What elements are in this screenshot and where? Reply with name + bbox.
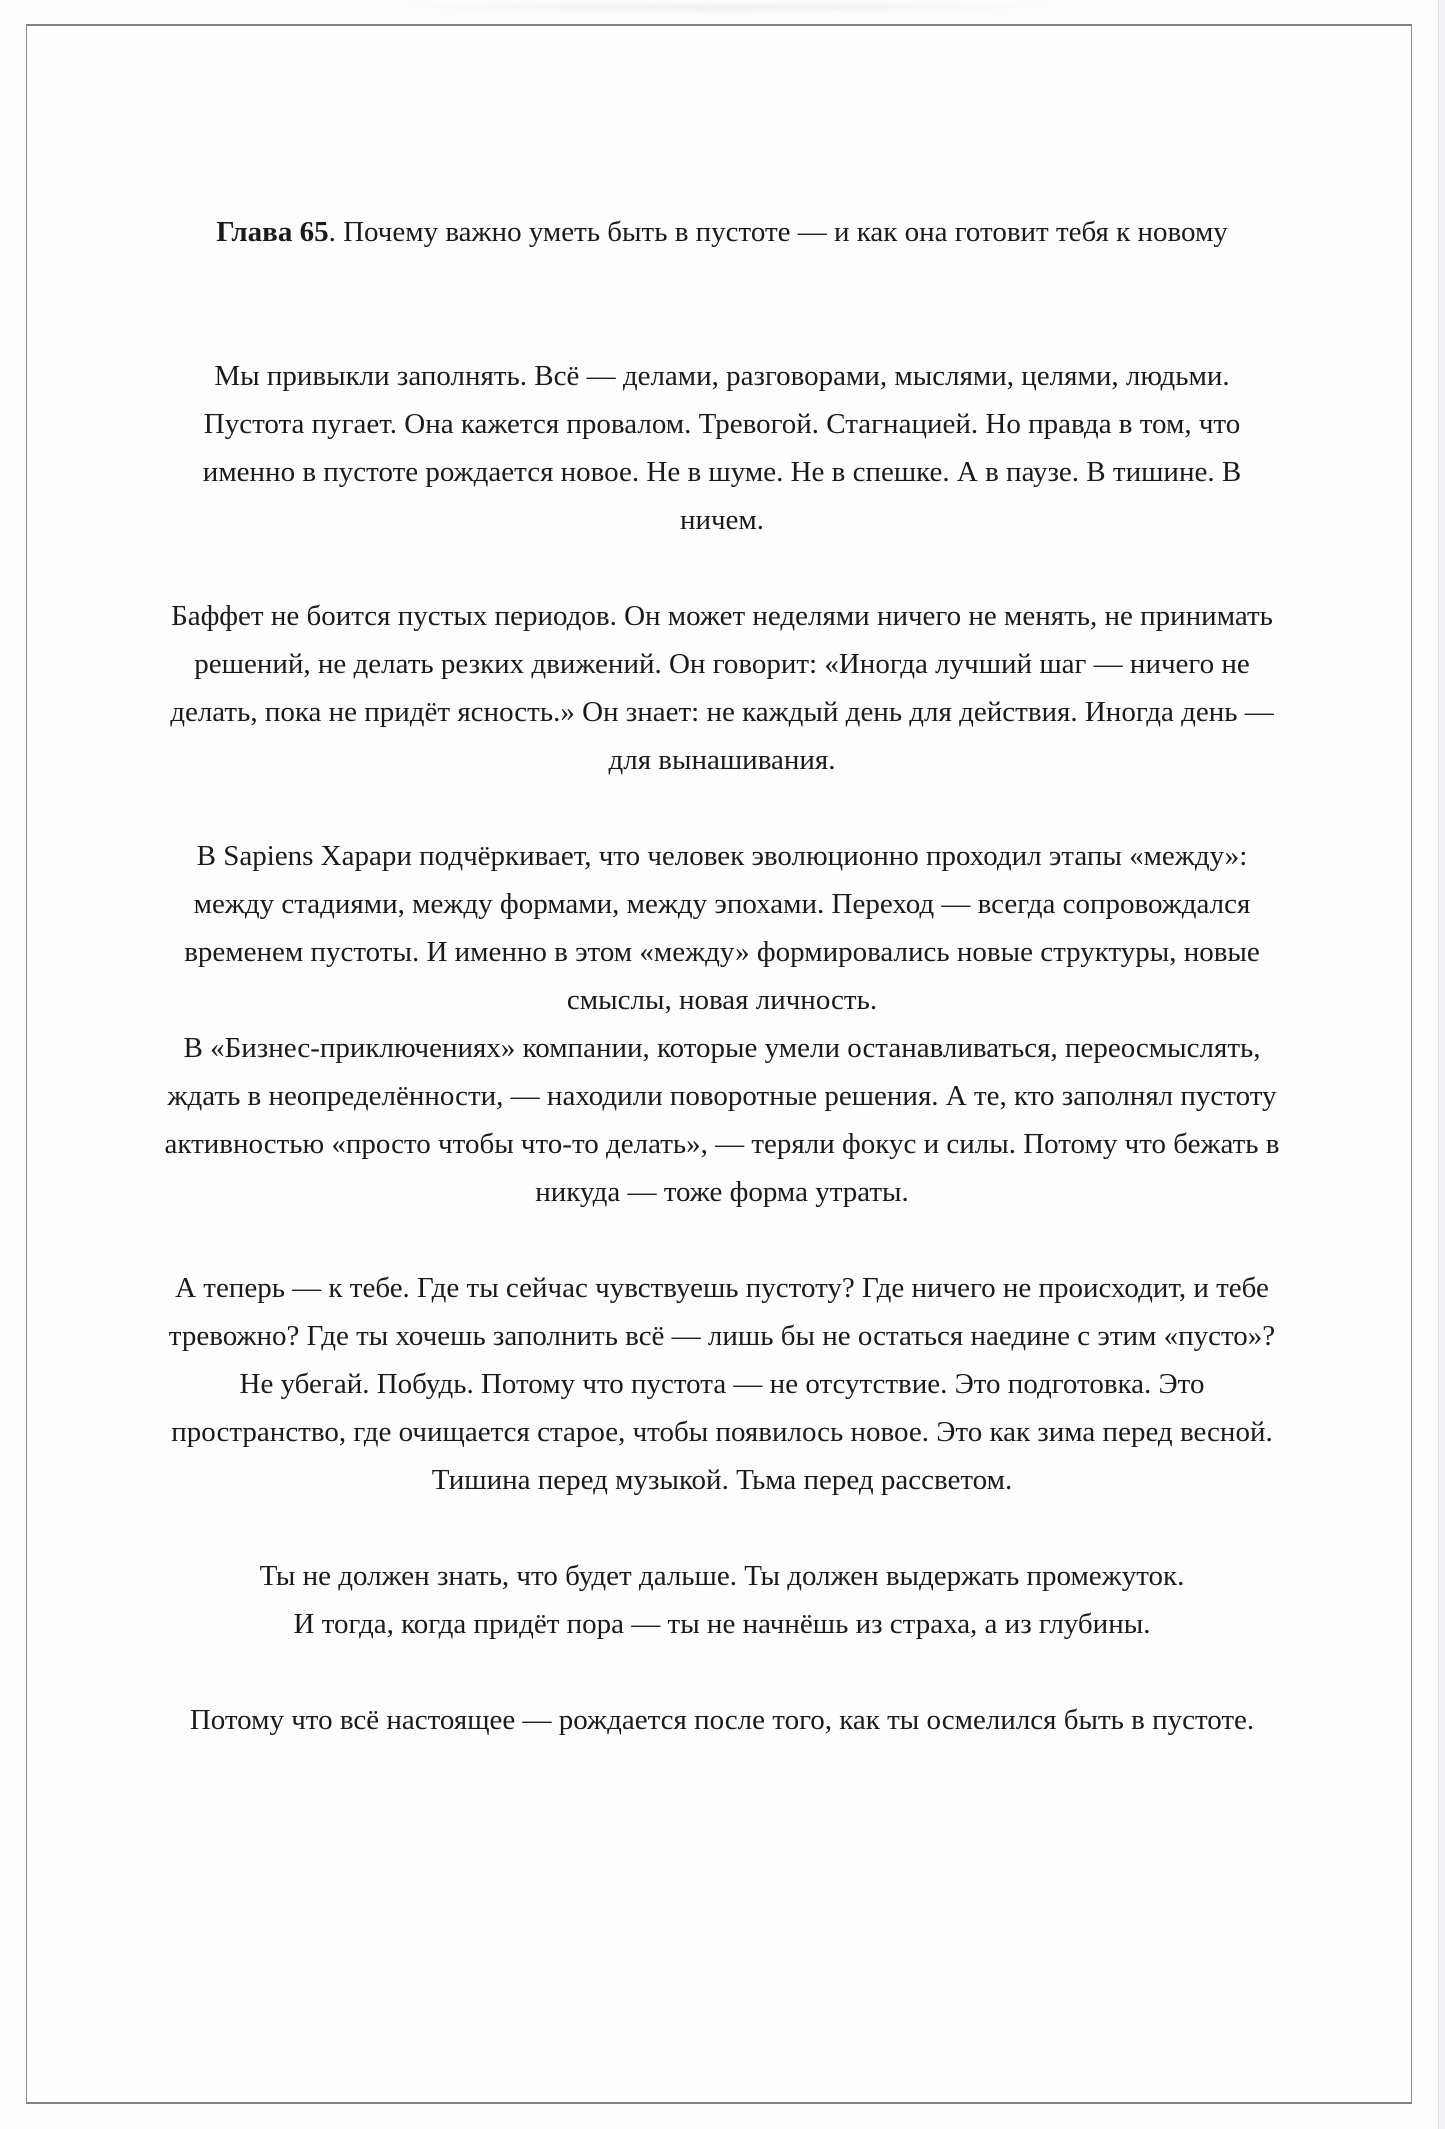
paragraph-line: В Sapiens Харари подчёркивает, что человек эволюционно проходил этапы «между»: между стадиями, между формами, между эпохами. Переход — всегда сопровождался временем пустоты. И именно в этом «между» формировались новые структуры, новые смыслы, новая личность. — [184, 840, 1260, 1016]
chapter-title-text: . Почему важно уметь быть в пустоте — и как она готовит тебя к новому — [328, 216, 1228, 248]
paragraph-2 — [161, 592, 1283, 784]
paragraph-line: А теперь — к тебе. Где ты сейчас чувствуешь пустоту? Где ничего не происходит, и тебе тревожно? Где ты хочешь заполнить всё — лишь бы не остаться наедине с этим «пусто»? — [168, 1272, 1276, 1352]
document-page — [26, 24, 1412, 2104]
paragraph-3 — [161, 832, 1283, 1216]
paragraph-line: Ты не должен знать, что будет дальше. Ты должен выдержать промежуток. — [259, 1560, 1185, 1592]
paragraph-line: Не убегай. Побудь. Потому что пустота — не отсутствие. Это подготовка. Это пространство, где очищается старое, чтобы появилось новое. Это как зима перед весной. Тишина перед музыкой. Тьма перед рассветом. — [171, 1368, 1273, 1496]
paragraph-line: И тогда, когда придёт пора — ты не начнёшь из страха, а из глубины. — [293, 1608, 1151, 1640]
paragraph-1 — [161, 352, 1283, 544]
top-shadow — [380, 0, 1070, 14]
paragraph-line: Потому что всё настоящее — рождается после того, как ты осмелился быть в пустоте. — [189, 1704, 1255, 1736]
paragraph-4 — [161, 1264, 1283, 1504]
chapter-title — [161, 208, 1283, 256]
paragraph-5 — [161, 1552, 1283, 1648]
spacer — [161, 256, 1283, 352]
chapter-label: Глава 65 — [216, 216, 329, 248]
paragraph-line: В «Бизнес-приключениях» компании, которые умели останавливаться, переосмыслять, ждать в неопределённости, — находили поворотные решения. А те, кто заполнял пустоту активностью «просто чтобы что-то делать», — теряли фокус и силы. Потому что бежать в никуда — тоже форма утраты. — [164, 1032, 1280, 1208]
paragraph-6 — [161, 1696, 1283, 1744]
scrollbar[interactable] — [1438, 0, 1445, 2129]
document-content — [161, 208, 1283, 1792]
paragraph-line: Мы привыкли заполнять. Всё — делами, разговорами, мыслями, целями, людьми. Пустота пугает. Она кажется провалом. Тревогой. Стагнацией. Но правда в том, что именно в пустоте рождается новое. Не в шуме. Не в спешке. А в паузе. В тишине. В ничем. — [202, 360, 1242, 536]
paragraph-line: Баффет не боится пустых периодов. Он может неделями ничего не менять, не принимать решений, не делать резких движений. Он говорит: «Иногда лучший шаг — ничего не делать, пока не придёт ясность.» Он знает: не каждый день для действия. Иногда день — для вынашивания. — [170, 600, 1274, 776]
